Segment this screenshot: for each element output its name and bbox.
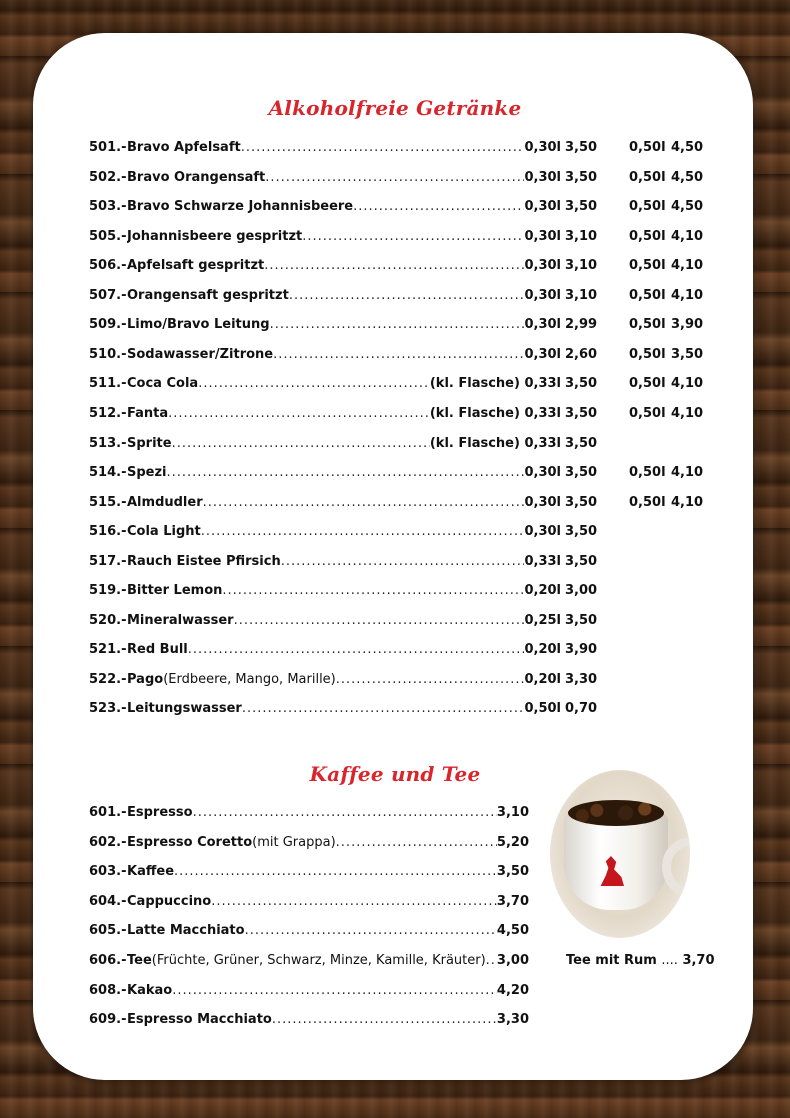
menu-row [89, 404, 709, 424]
item-number: 521.- [89, 642, 127, 658]
item-number: 606.- [89, 953, 127, 968]
item-price: 3,50 [565, 524, 598, 540]
item-volume: (kl. Flasche) 0,33l [429, 405, 561, 421]
item-name: Limo/Bravo Leitung [127, 317, 270, 333]
item-number: 609.- [89, 1012, 127, 1028]
item-price-large: 4,10 [671, 287, 704, 303]
item-number: 516.- [89, 524, 127, 540]
item-name: Bitter Lemon [127, 583, 223, 599]
item-line [127, 374, 561, 394]
dot-leader [245, 921, 497, 941]
item-volume-large: 0,50l [629, 169, 666, 185]
item-volume: 0,30l [524, 169, 561, 185]
item-name: Espresso Coretto [127, 834, 253, 850]
item-name: Almdudler [127, 494, 203, 510]
item-number: 503.- [89, 199, 127, 215]
dot-leader [273, 345, 524, 365]
item-name: Sprite [127, 435, 172, 451]
item-line [127, 892, 529, 912]
item-name: Pago [127, 671, 164, 687]
item-line [127, 611, 561, 631]
item-line [127, 138, 561, 158]
menu-row [89, 168, 709, 188]
item-name: Johannisbeere gespritzt [127, 228, 303, 244]
item-number: 515.- [89, 494, 127, 510]
item-line [127, 463, 561, 483]
item-price-large: 4,10 [671, 228, 704, 244]
item-name: Apfelsaft gespritzt [127, 258, 265, 274]
item-volume: 0,25l [524, 612, 561, 628]
item-volume-large: 0,50l [629, 465, 666, 481]
item-volume: 0,30l [524, 494, 561, 510]
item-price: 3,50 [565, 612, 598, 628]
item-name: Rauch Eistee Pfirsich [127, 553, 281, 569]
item-price: 3,50 [565, 435, 598, 451]
dot-leader [302, 227, 524, 247]
menu-row [89, 803, 529, 823]
item-line [127, 862, 529, 882]
item-price: 3,50 [565, 199, 598, 215]
dot-leader [211, 892, 497, 912]
item-name: Leitungswasser [127, 701, 242, 717]
item-number: 509.- [89, 317, 127, 333]
item-volume: 0,30l [524, 524, 561, 540]
item-volume-large: 0,50l [629, 228, 666, 244]
item-line [127, 833, 529, 853]
menu-row [89, 892, 529, 912]
item-name: Bravo Orangensaft [127, 169, 266, 185]
item-name: Sodawasser/Zitrone [127, 346, 274, 362]
item-price: 2,60 [565, 346, 598, 362]
dot-leader [201, 522, 525, 542]
item-volume: 0,20l [524, 671, 561, 687]
item-line [127, 640, 561, 660]
menu-row [89, 552, 709, 572]
item-price: 3,10 [565, 287, 598, 303]
item-price: 0,70 [565, 701, 598, 717]
item-price-large: 4,10 [671, 465, 704, 481]
item-name: Latte Macchiato [127, 923, 245, 939]
section-heading-cold-drinks: Alkoholfreie Getränke [268, 96, 522, 120]
item-price: 3,70 [496, 893, 529, 909]
item-price-large: 4,50 [671, 140, 704, 155]
item-price-large: 4,10 [671, 258, 704, 274]
item-line [127, 197, 561, 217]
dot-leader [264, 256, 524, 276]
item-number: 602.- [89, 834, 127, 850]
dot-leader [486, 951, 497, 971]
menu-row [89, 951, 529, 971]
menu-row [89, 640, 709, 660]
item-price: 3,10 [496, 805, 529, 820]
item-number: 511.- [89, 376, 127, 392]
item-volume: 0,20l [524, 642, 561, 658]
item-line [127, 522, 561, 542]
menu-row [89, 699, 709, 719]
item-price: 3,30 [496, 1012, 529, 1028]
dot-leader [272, 1010, 497, 1030]
menu-row [89, 315, 709, 335]
dot-leader [188, 640, 525, 660]
item-line [127, 227, 561, 247]
item-line [127, 493, 561, 513]
item-note: (Erdbeere, Mango, Marille) [163, 671, 336, 687]
item-number: 520.- [89, 612, 127, 628]
item-name: Orangensaft gespritzt [127, 287, 289, 303]
item-volume-large: 0,50l [629, 258, 666, 274]
menu-row [89, 286, 709, 306]
item-volume-large: 0,50l [629, 405, 666, 421]
menu-row [89, 493, 709, 513]
menu-row [89, 611, 709, 631]
item-price: 2,99 [565, 317, 598, 333]
menu-row [89, 227, 709, 247]
item-price: 3,00 [565, 583, 598, 599]
dot-leader [198, 374, 430, 394]
dot-leader [203, 493, 525, 513]
item-name: Bravo Schwarze Johannisbeere [127, 199, 354, 215]
item-number: 603.- [89, 864, 127, 880]
dot-leader [172, 434, 430, 454]
item-line [127, 670, 561, 690]
menu-row [89, 981, 529, 1001]
item-price: 3,50 [565, 376, 598, 392]
menu-row [89, 833, 529, 853]
item-line [127, 315, 561, 335]
item-note: (mit Grappa) [252, 834, 336, 850]
item-volume: 0,30l [524, 199, 561, 215]
dot-leader [234, 611, 525, 631]
item-volume: 0,30l [524, 287, 561, 303]
item-number: 505.- [89, 228, 127, 244]
item-volume: 0,30l [524, 228, 561, 244]
item-price: 3,90 [565, 642, 598, 658]
coffee-cup-photo-icon [550, 770, 690, 938]
menu-row [89, 862, 529, 882]
item-price-large: 4,50 [671, 169, 704, 185]
item-number: 501.- [89, 140, 127, 155]
item-line [127, 803, 529, 823]
item-name: Espresso [127, 805, 193, 820]
item-number: 506.- [89, 258, 127, 274]
menu-row [89, 374, 709, 394]
dot-leader [289, 286, 525, 306]
item-price-large: 3,50 [671, 346, 704, 362]
item-price: 5,20 [496, 834, 529, 850]
menu-row [89, 581, 709, 601]
menu-row [89, 921, 529, 941]
dot-leader [270, 315, 525, 335]
item-name: Coca Cola [127, 376, 199, 392]
dot-leader [168, 404, 430, 424]
item-price: 3,50 [496, 864, 529, 880]
item-line [127, 404, 561, 424]
item-line [127, 286, 561, 306]
item-volume: 0,33l [524, 553, 561, 569]
item-volume-large: 0,50l [629, 317, 666, 333]
item-price-large: 4,10 [671, 405, 704, 421]
item-name: Red Bull [127, 642, 188, 658]
menu-row [89, 522, 709, 542]
item-price: 3,10 [565, 228, 598, 244]
item-number: 514.- [89, 465, 127, 481]
item-line [127, 1010, 529, 1030]
item-name: Kaffee [127, 864, 175, 880]
item-line [127, 921, 529, 941]
item-volume: 0,30l [524, 317, 561, 333]
item-name: Tee [127, 953, 152, 968]
item-volume: 0,30l [524, 140, 561, 155]
item-volume-large: 0,50l [629, 494, 666, 510]
coffee-beans [568, 800, 664, 826]
item-line [127, 699, 561, 719]
item-volume: 0,20l [524, 583, 561, 599]
menu-row [89, 463, 709, 483]
item-line [127, 168, 561, 188]
item-volume: 0,50l [524, 701, 561, 717]
item-volume: 0,30l [524, 465, 561, 481]
item-price-large: 4,50 [671, 199, 704, 215]
item-price: 3,00 [496, 953, 529, 968]
item-volume-large: 0,50l [629, 140, 666, 155]
item-name: Cappuccino [127, 893, 212, 909]
tee-mit-rum-item [566, 951, 715, 971]
item-volume: 0,30l [524, 258, 561, 274]
item-price: 3,50 [565, 405, 598, 421]
dot-leader [353, 197, 524, 217]
item-price: 4,50 [496, 923, 529, 939]
item-number: 608.- [89, 982, 127, 998]
item-price-large: 3,90 [671, 317, 704, 333]
item-line [127, 434, 561, 454]
item-volume-large: 0,50l [629, 199, 666, 215]
item-price-large: 4,10 [671, 376, 704, 392]
dot-leader [172, 981, 497, 1001]
item-line [127, 256, 561, 276]
dot-leader [174, 862, 497, 882]
tee-mit-rum-price: 3,70 [682, 953, 715, 968]
item-line [127, 581, 561, 601]
item-number: 513.- [89, 435, 127, 451]
dot-leader [167, 463, 525, 483]
item-price: 3,50 [565, 494, 598, 510]
item-name: Kakao [127, 982, 173, 998]
menu-row [89, 197, 709, 217]
item-number: 502.- [89, 169, 127, 185]
item-name: Mineralwasser [127, 612, 234, 628]
item-price: 3,50 [565, 140, 598, 155]
item-volume: (kl. Flasche) 0,33l [429, 435, 561, 451]
item-price: 3,50 [565, 465, 598, 481]
menu-row [89, 138, 709, 158]
tee-mit-rum-dots: .... [661, 953, 678, 968]
item-number: 601.- [89, 805, 127, 820]
item-price: 4,20 [496, 982, 529, 998]
item-number: 523.- [89, 701, 127, 717]
menu-row [89, 345, 709, 365]
item-volume: (kl. Flasche) 0,33l [429, 376, 561, 392]
item-name: Spezi [127, 465, 167, 481]
item-number: 517.- [89, 553, 127, 569]
item-number: 605.- [89, 923, 127, 939]
item-line [127, 345, 561, 365]
item-volume-large: 0,50l [629, 376, 666, 392]
item-line [127, 981, 529, 1001]
item-price: 3,10 [565, 258, 598, 274]
section-heading-coffee-tea: Kaffee und Tee [309, 762, 481, 786]
dot-leader [281, 552, 525, 572]
item-name: Fanta [127, 405, 169, 421]
menu-row [89, 256, 709, 276]
item-name: Espresso Macchiato [127, 1012, 272, 1028]
dot-leader [241, 138, 525, 158]
dot-leader [193, 803, 497, 823]
menu-row [89, 670, 709, 690]
dot-leader [265, 168, 524, 188]
item-price: 3,50 [565, 169, 598, 185]
item-note: (Früchte, Grüner, Schwarz, Minze, Kamille, Kräuter) [151, 953, 486, 968]
dot-leader [336, 670, 525, 690]
item-price: 3,50 [565, 553, 598, 569]
item-price-large: 4,10 [671, 494, 704, 510]
item-number: 512.- [89, 405, 127, 421]
item-number: 510.- [89, 346, 127, 362]
item-line [127, 552, 561, 572]
item-name: Cola Light [127, 524, 201, 540]
dot-leader [222, 581, 524, 601]
menu-row [89, 1010, 529, 1030]
item-number: 507.- [89, 287, 127, 303]
dot-leader [336, 833, 497, 853]
item-name: Bravo Apfelsaft [127, 140, 241, 155]
item-price: 3,30 [565, 671, 598, 687]
menu-row [89, 434, 709, 454]
item-volume: 0,30l [524, 346, 561, 362]
item-number: 519.- [89, 583, 127, 599]
tee-mit-rum-label: Tee mit Rum [566, 953, 657, 968]
dot-leader [242, 699, 525, 719]
item-volume-large: 0,50l [629, 346, 666, 362]
item-number: 522.- [89, 671, 127, 687]
item-volume-large: 0,50l [629, 287, 666, 303]
item-number: 604.- [89, 893, 127, 909]
item-line [127, 951, 529, 971]
